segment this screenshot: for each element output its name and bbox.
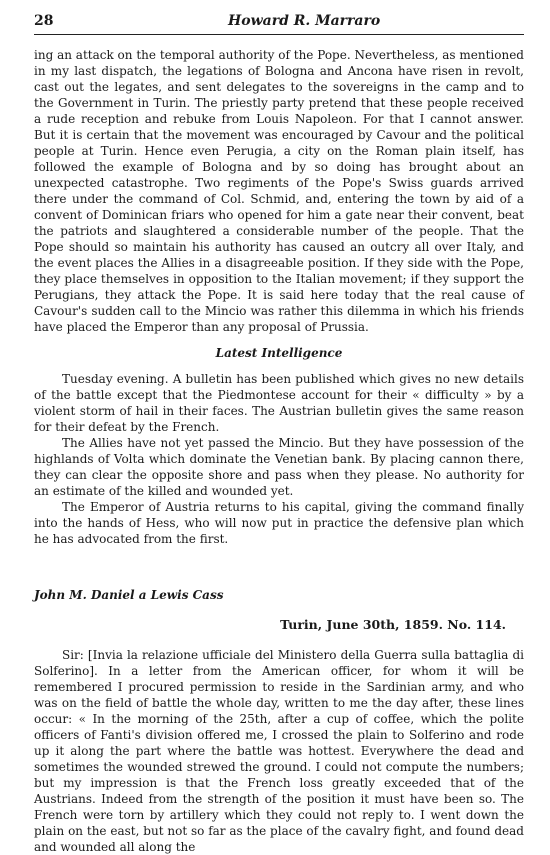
section-title: Latest Intelligence xyxy=(215,346,343,360)
page-header xyxy=(34,12,524,35)
paragraph-mincio: The Allies have not yet passed the Mincio. But they have possession of the highlands of Volta which dominate the Venetian bank. By placing cannon there, they can clear the opposite shore and pass when they please. No authority for an estimate of the killed and wounded yet. xyxy=(34,436,524,498)
paragraph-continued: ing an attack on the temporal authority of the Pope. Nevertheless, as mentioned in my last dispatch, the legations of Bologna and Ancona have risen in revolt, cast out the legates, and sent delegates to the sovereigns in the camp and to the Government in Turin. The priestly party pretend that these people received a rude reception and rebuke from Louis Napoleon. For that I cannot answer. But it is certain that the movement was encouraged by Cavour and the political people at Turin. Hence even Perugia, a city on the Roman plain itself, has followed the example of Bologna and by so doing has brought about an unexpected catastrophe. Two regiments of the Pope's Swiss guards arrived there under the command of Col. Schmid, and, entering the town by aid of a convent of Dominican friars who opened for him a gate near their convent, beat the patriots and slaughtered a considerable number of the people. That the Pope should so maintain his authority has caused an outcry all over Italy, and the event places the Allies in a disagreeable position. If they side with the Pope, they place themselves in opposition to the Italian movement; if they support the Perugians, they attack the Pope. It is said here today that the real cause of Cavour's sudden call to the Mincio was rather this dilemma in which his friends have placed the Emperor than any proposal of Prussia. xyxy=(34,48,524,334)
paragraph-emperor: The Emperor of Austria returns to his capital, giving the command finally into the hands of Hess, who will now put in practice the defensive plan which he has advocated from the first. xyxy=(34,500,524,546)
running-head: Howard R. Marraro xyxy=(228,13,381,29)
paragraph-bulletin: Tuesday evening. A bulletin has been published which gives no new details of the battle except that the Piedmontese account for their « difficulty » by a violent storm of hail in their faces. The Austrian bulletin gives the same reason for their defeat by the French. xyxy=(34,372,524,434)
letter-heading: John M. Daniel a Lewis Cass xyxy=(34,588,224,602)
page-number: 28 xyxy=(34,13,54,29)
paragraph-letter-body: Sir: [Invia la relazione ufficiale del Ministero della Guerra sulla battaglia di Solferino]. In a letter from the American officer, for whom it will be remembered I procured permission to reside in the Sardinian army, and who was on the field of battle the whole day, written to me the day after, these lines occur: « In the morning of the 25th, after a cup of coffee, which the polite officers of Fanti's division offered me, I crossed the plain to Solferino and rode up it along the part where the battle was hottest. Everywhere the dead and sometimes the wounded strewed the ground. I could not compute the numbers; but my impression is that the French loss greatly exceeded that of the Austrians. Indeed from the strength of the position it must have been so. The French were torn by artillery which they could not reply to. I went down the plain on the east, but not so far as the place of the cavalry fight, and found dead and wounded all along the xyxy=(34,648,524,854)
letter-dateline: Turin, June 30th, 1859. No. 114. xyxy=(280,617,506,632)
